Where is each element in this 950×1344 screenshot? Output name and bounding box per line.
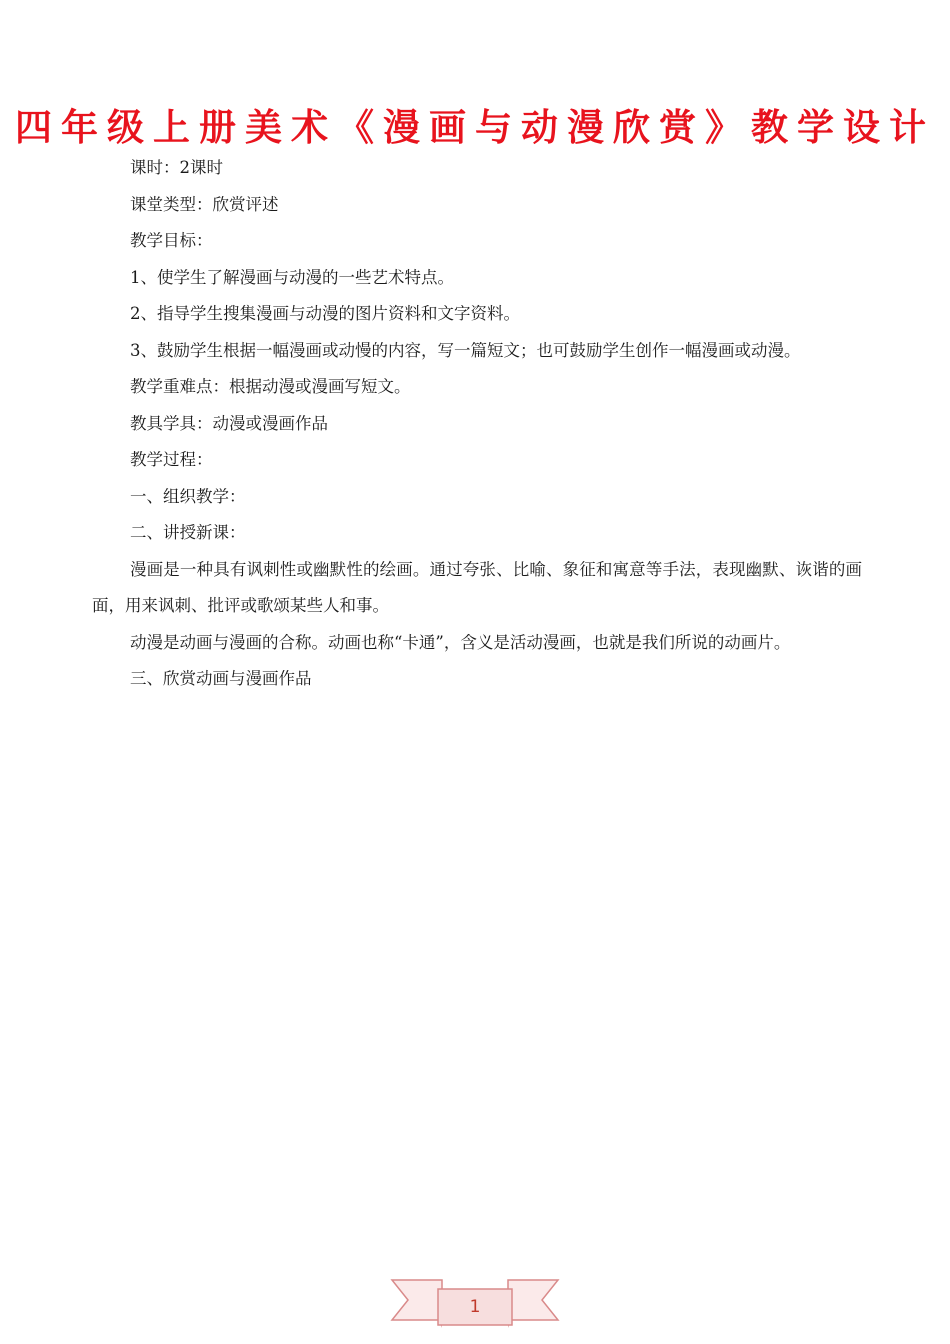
paragraph-objective-2: 2、指导学生搜集漫画与动漫的图片资料和文字资料。: [130, 304, 520, 323]
paragraph-key-points: 教学重难点：根据动漫或漫画写短文。: [130, 377, 411, 396]
paragraph-step-2: 二、讲授新课：: [130, 523, 246, 542]
ribbon-left-tail: [392, 1280, 442, 1320]
ribbon-right-tail: [508, 1280, 558, 1320]
document-body: [92, 150, 862, 698]
paragraph-class-type: 课堂类型：欣赏评述: [130, 194, 279, 214]
paragraph-class-hours: 课时：2课时: [130, 158, 223, 177]
paragraph-step-3: 三、欣赏动画与漫画作品: [130, 669, 312, 688]
page-title: 四年级上册美术《漫画与动漫欣赏》教学设计: [15, 106, 935, 149]
paragraph-objective-1: 1、使学生了解漫画与动漫的一些艺术特点。: [130, 267, 454, 287]
paragraph-objective-3: 3、鼓励学生根据一幅漫画或动慢的内容，写一篇短文；也可鼓励学生创作一幅漫画或动漫。: [130, 340, 801, 360]
paragraph-step-1: 一、组织教学：: [130, 486, 246, 506]
paragraph-comic-definition: 漫画是一种具有讽刺性或幽默性的绘画。通过夸张、比喻、象征和寓意等手法，表现幽默、诙谐的画面，用来讽刺、批评或歌颂某些人和事。: [92, 559, 862, 615]
page-number: 1: [469, 1297, 481, 1317]
paragraph-materials: 教具学具：动漫或漫画作品: [130, 413, 328, 433]
paragraph-objectives-heading: 教学目标：: [130, 231, 213, 250]
paragraph-process-heading: 教学过程：: [130, 450, 213, 469]
paragraph-anime-definition: 动漫是动画与漫画的合称。动画也称“卡通”，含义是活动漫画，也就是我们所说的动画片。: [130, 632, 791, 652]
